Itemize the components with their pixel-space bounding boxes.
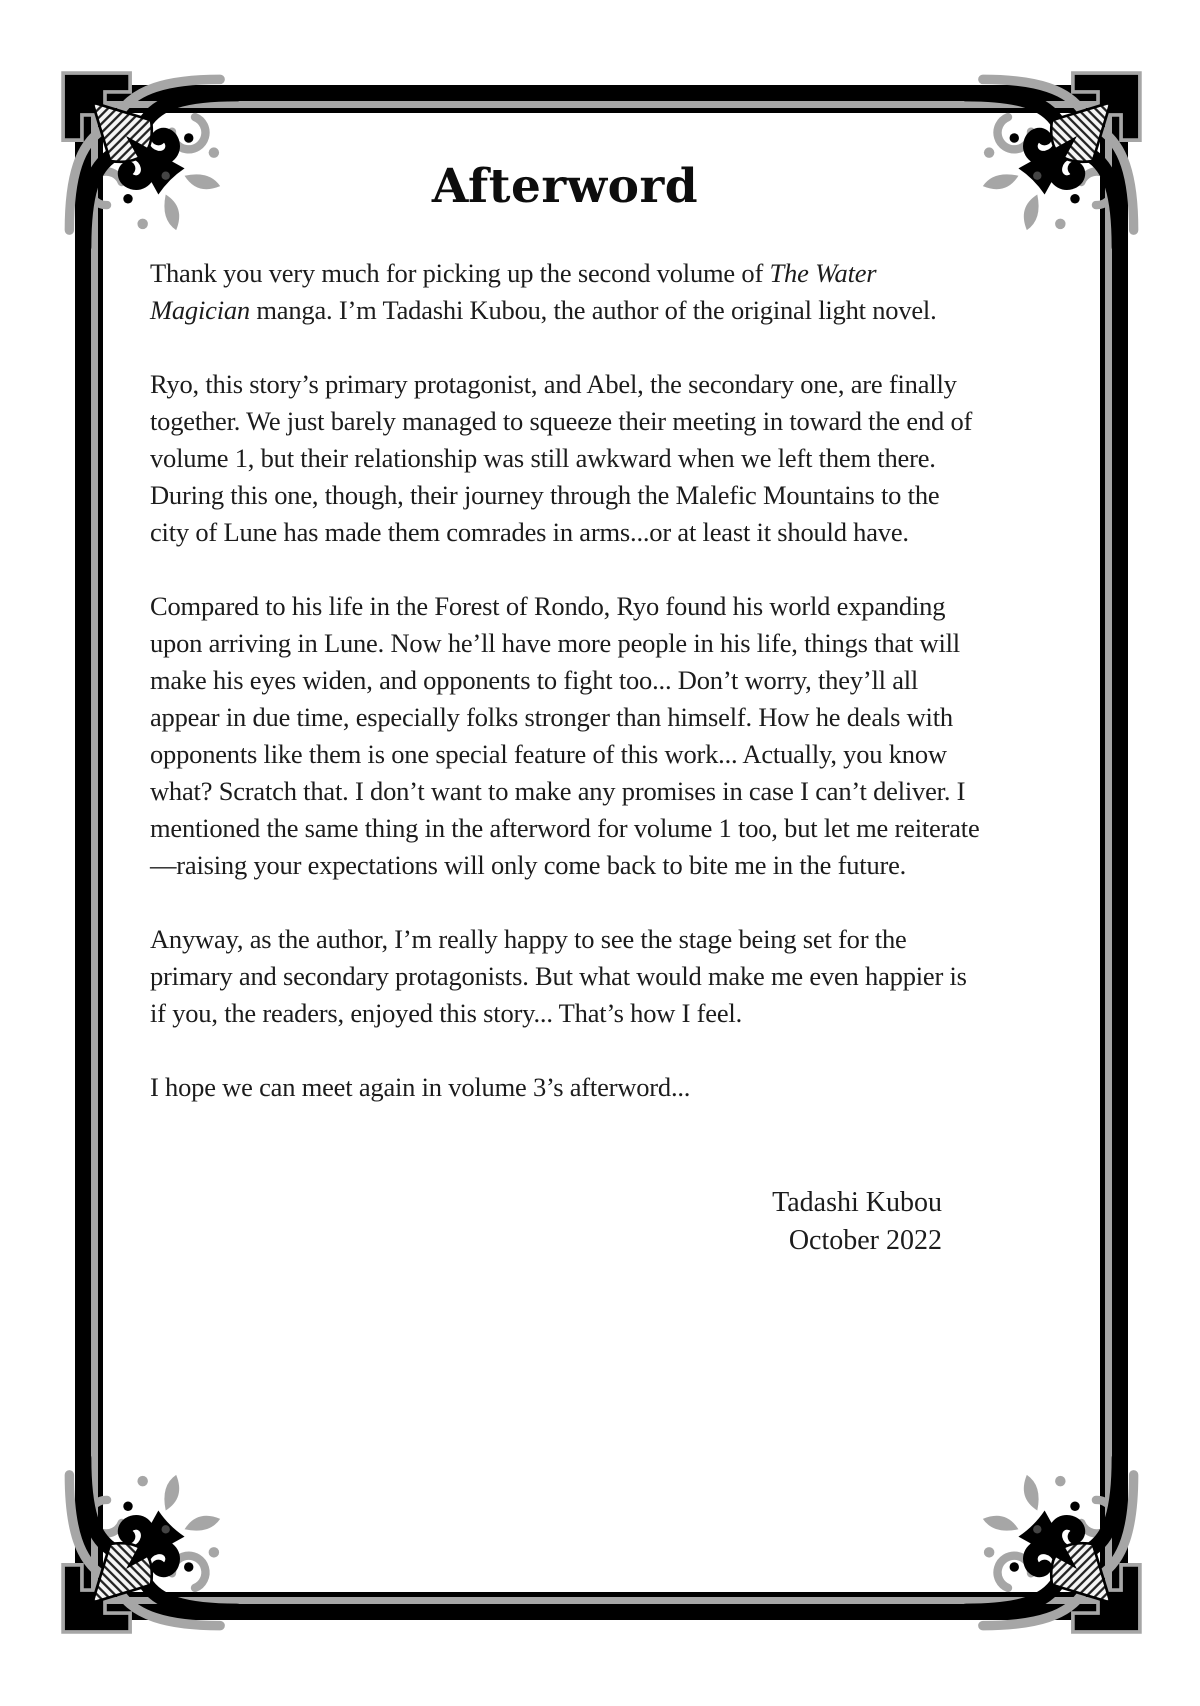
- signature-date: October 2022: [788, 1225, 942, 1256]
- page-content: [103, 159, 1100, 1260]
- italic-title-text: The Water Magician: [150, 258, 877, 325]
- frame-gray-rule: [91, 101, 1112, 1604]
- page-title: Afterword: [431, 159, 699, 214]
- paragraph: [150, 921, 982, 1032]
- paragraph-text: I hope we can meet again in volume 3’s afterword...: [150, 1072, 691, 1102]
- author-name: Tadashi Kubou: [772, 1187, 942, 1218]
- paragraph: [150, 588, 982, 884]
- frame-inner-rule: [98, 108, 1105, 1597]
- afterword-body: [150, 255, 982, 1106]
- paragraph-text: Anyway, as the author, I’m really happy to see the stage being set for the primary and secondary protagonists. But what would make me even happier is if you, the readers, enjoyed this story... That’s how I feel.: [150, 924, 967, 1028]
- paragraph-text: Compared to his life in the Forest of Rondo, Ryo found his world expanding upon arriving in Lune. Now he’ll have more people in his life, things that will make his eyes widen, and opponents to fight too... Don’t worry, they’ll all appear in due time, especially folks stronger than himself. How he deals with opponents like them is one special feature of this work... Actually, you know what? Scratch that. I don’t want to make any promises in case I can’t deliver. I mentioned the same thing in the afterword for volume 1 too, but let me reiterate—raising your expectations will only come back to bite me in the future.: [150, 591, 980, 880]
- paragraph-text: Thank you very much for picking up the second volume of: [150, 258, 770, 288]
- decorative-frame: [75, 85, 1128, 1620]
- signature-block: [150, 1184, 982, 1260]
- paragraph: [150, 255, 982, 329]
- paragraph-text: Ryo, this story’s primary protagonist, and Abel, the secondary one, are finally together. We just barely managed to squeeze their meeting in toward the end of volume 1, but their relationship was still awkward when we left them there. During this one, though, their journey through the Malefic Mountains to the city of Lune has made them comrades in arms...or at least it should have.: [150, 369, 973, 547]
- paragraph: [150, 1069, 982, 1106]
- paragraph-text: manga. I’m Tadashi Kubou, the author of the original light novel.: [249, 295, 937, 325]
- paragraph: [150, 366, 982, 551]
